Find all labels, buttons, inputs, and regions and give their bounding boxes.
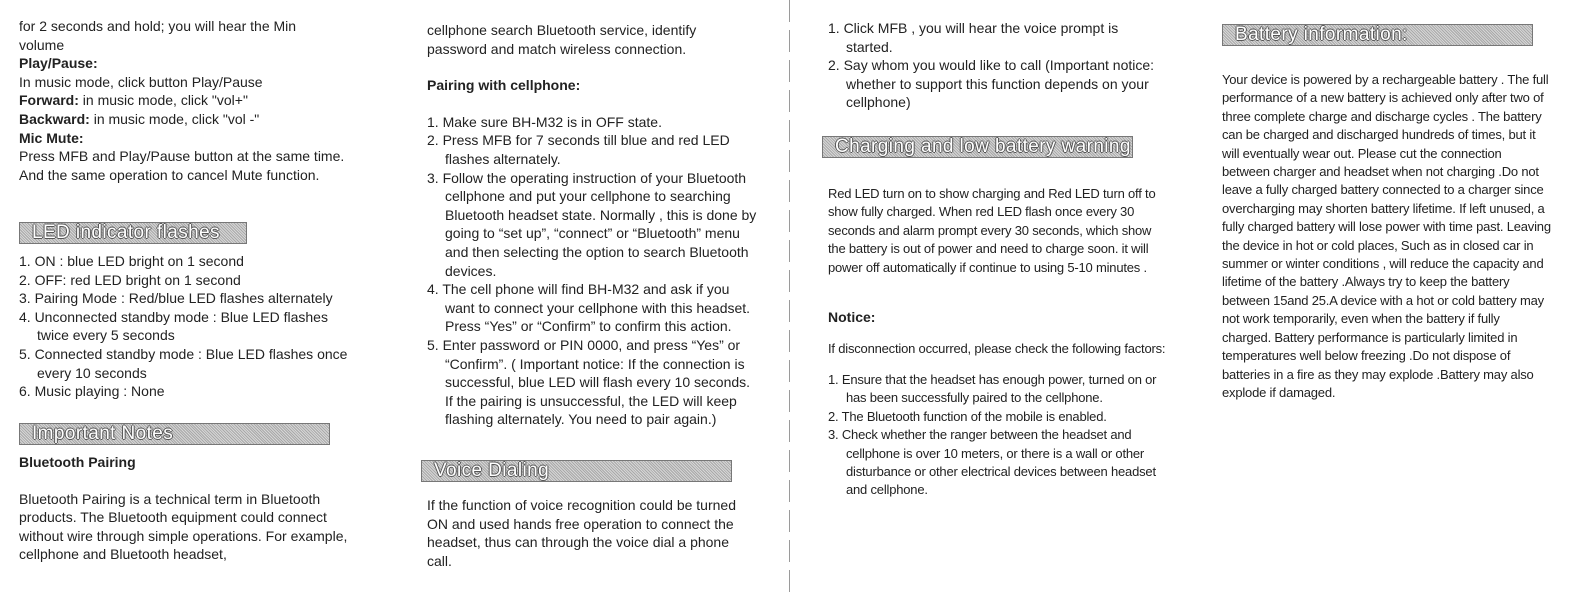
- forward-text: in music mode, click "vol+": [78, 92, 248, 109]
- pairing-step-4: 4. The cell phone will find BH-M32 and ask if you want to connect your cellphone with this headset. Press “Yes” or “Confirm” to confirm this action.: [427, 281, 751, 335]
- backward-label: Backward:: [19, 110, 90, 127]
- notes-heading: Important Notes: [32, 423, 174, 444]
- notice-item-1: 1. Ensure that the headset has enough power, turned on or has been successfully paired to the cellphone.: [828, 372, 1157, 406]
- pairing-title: Pairing with cellphone:: [427, 77, 581, 94]
- bt-pairing-title: Bluetooth Pairing: [19, 454, 136, 470]
- battery-heading: Battery information:: [1235, 24, 1408, 45]
- column-3: [828, 19, 1168, 112]
- pairing-step-3: 3. Follow the operating instruction of your Bluetooth cellphone and put your cellphone to searching Bluetooth headset state. Normally , this is done by going to “set up”, “connect” or “Bluetooth” menu and then selecting the option to search Bluetooth devices.: [427, 169, 757, 279]
- charging-text: Red LED turn on to show charging and Red LED turn off to show fully charged. When red LED flash once every 30 seconds and alarm prompt every 30 seconds, which show the battery is out of power and need to charge soon. it will power off automatically if continue to using 5-10 minutes .: [828, 186, 1156, 275]
- led-heading: LED indicator flashes: [32, 222, 220, 243]
- intro-line-2: volume: [19, 36, 65, 53]
- forward-line: [19, 91, 349, 110]
- led-item-4: 4. Unconnected standby mode : Blue LED flashes twice every 5 seconds: [19, 308, 328, 344]
- charging-section: [828, 172, 1168, 500]
- charging-heading: Charging and low battery warning: [835, 136, 1131, 157]
- cont-text: cellphone search Bluetooth service, identify password and match wireless connection.: [427, 22, 697, 57]
- battery-section: [1222, 58, 1552, 415]
- bt-pairing-text: Bluetooth Pairing is a technical term in Bluetooth products. The Bluetooth equipment could connect without wire through simple operations. For example, cellphone and Bluetooth headset,: [19, 490, 348, 563]
- voice-heading: Voice Dialing: [434, 460, 550, 481]
- micmute-title: Mic Mute:: [19, 129, 84, 146]
- bt-pairing-section: [19, 453, 349, 564]
- voice-step-2: 2. Say whom you would like to call (Important notice: whether to support this function depends on your cellphone): [828, 57, 1155, 111]
- pairing-step-2: 2. Press MFB for 7 seconds till blue and red LED flashes alternately.: [427, 132, 730, 167]
- led-heading-bar: [19, 222, 247, 244]
- notice-title: Notice:: [828, 309, 876, 326]
- charging-heading-bar: [822, 136, 1133, 158]
- intro-line-1: for 2 seconds and hold; you will hear the Min: [19, 18, 297, 34]
- pairing-step-1: 1. Make sure BH-M32 is in OFF state.: [427, 113, 662, 130]
- notice-text: If disconnection occurred, please check the following factors:: [828, 340, 1166, 356]
- micmute-text: Press MFB and Play/Pause button at the same time. And the same operation to cancel Mute function.: [19, 148, 345, 183]
- column-2: [427, 21, 757, 429]
- forward-label: Forward:: [19, 92, 79, 109]
- led-item-1: 1. ON : blue LED bright on 1 second: [19, 253, 244, 269]
- voice-step-1: 1. Click MFB , you will hear the voice prompt is started.: [828, 20, 1119, 55]
- backward-line: [19, 110, 349, 129]
- pairing-step-5: 5. Enter password or PIN 0000, and press “Yes” or “Confirm”. ( Important notice: If the connection is successful, blue LED will flash every 10 seconds. If the pairing is unsuccessful, the LED will keep flashing alternately. You need to pair again.): [427, 336, 751, 428]
- led-item-6: 6. Music playing : None: [19, 383, 165, 400]
- notice-item-2: 2. The Bluetooth function of the mobile is enabled.: [828, 408, 1107, 424]
- battery-heading-bar: [1222, 24, 1533, 46]
- led-list: [19, 252, 349, 401]
- fold-line: [789, 0, 790, 596]
- column-1: [19, 17, 349, 184]
- playpause-text: In music mode, click button Play/Pause: [19, 73, 263, 90]
- led-item-2: 2. OFF: red LED bright on 1 second: [19, 271, 241, 288]
- playpause-title: Play/Pause:: [19, 55, 98, 72]
- notes-heading-bar: [19, 423, 330, 445]
- backward-text: in music mode, click "vol -": [89, 110, 260, 127]
- notice-item-3: 3. Check whether the ranger between the headset and cellphone is over 10 meters, or there is a wall or other disturbance or other electrical devices between headset and cellphone.: [828, 427, 1156, 498]
- voice-heading-bar: [421, 460, 732, 482]
- led-item-5: 5. Connected standby mode : Blue LED flashes once every 10 seconds: [19, 345, 348, 381]
- battery-text: Your device is powered by a rechargeable battery . The full performance of a new battery is achieved only after two of three complete charge and discharge cycles . The battery can be charged and discharged hundreds of times, but it will eventually wear out. Please cut the connection between charger and headset when not charging .Do not leave a fully charged battery connected to a charger since overcharging may shorten battery lifetime. If left unused, a fully charged battery will lose power with time past. Leaving the device in hot or cold places, Such as in closed car in summer or winter conditions , will reduce the capacity and lifetime of the battery .Always try to keep the battery between 15and 25.A device with a hot or cold battery may not work temporarily, even when the battery if fully charged. Battery performance is particularly limited in temperatures well below freezing .Do not dispose of batteries in a fire as they may explode .Battery may also explode if damaged.: [1222, 72, 1551, 400]
- voice-text: If the function of voice recognition could be turned ON and used hands free operation to connect the headset, thus can through the voice dial a phone call.: [427, 497, 736, 569]
- led-item-3: 3. Pairing Mode : Red/blue LED flashes alternately: [19, 290, 333, 307]
- voice-section: [427, 496, 757, 570]
